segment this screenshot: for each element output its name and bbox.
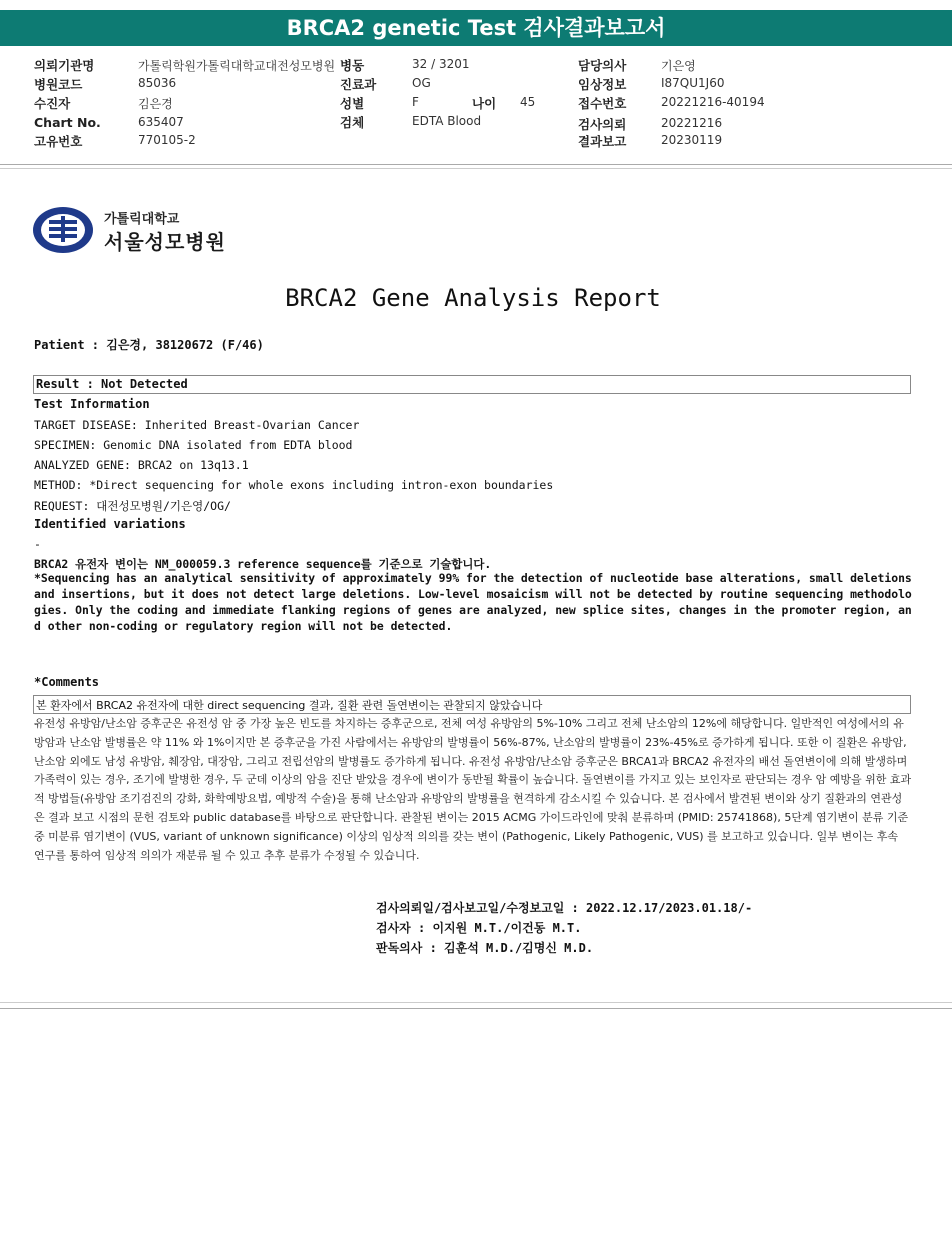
header-divider — [0, 164, 952, 165]
header-divider-secondary — [0, 168, 952, 169]
unique-no-value: 770105-2 — [138, 133, 196, 147]
clinical-label: 임상정보 — [578, 77, 627, 92]
dept-value: OG — [412, 76, 431, 90]
specimen-line: SPECIMEN: Genomic DNA isolated from EDTA blood — [34, 438, 353, 452]
receipt-label: 접수번호 — [578, 96, 627, 111]
specimen-label: 검체 — [340, 115, 365, 130]
req-inst-value: 가톨릭학원가톨릭대학교대전성모병원 — [138, 59, 336, 73]
chart-no-value: 635407 — [138, 115, 184, 129]
doctor-value: 기은영 — [661, 59, 696, 73]
result-text: Result : Not Detected — [36, 377, 188, 391]
req-inst-label: 의뢰기관명 — [34, 58, 95, 73]
target-disease: TARGET DISEASE: Inherited Breast-Ovarian Cancer — [34, 418, 360, 432]
receipt-value: 20221216-40194 — [661, 95, 765, 109]
footer-divider-secondary — [0, 1008, 952, 1009]
age-label: 나이 — [472, 96, 497, 111]
unique-no-label: 고유번호 — [34, 134, 83, 149]
report-dates: 검사의뢰일/검사보고일/수정보고일 : 2022.12.17/2023.01.18/- — [376, 901, 753, 915]
identified-variations-heading: Identified variations — [34, 517, 186, 531]
analyzed-gene: ANALYZED GENE: BRCA2 on 13q13.1 — [34, 458, 249, 472]
req-date-value: 20221216 — [661, 116, 723, 130]
hosp-code-value: 85036 — [138, 76, 177, 90]
reference-note: BRCA2 유전자 변이는 NM_000059.3 reference sequence를 기준으로 기술합니다. — [34, 557, 492, 571]
request-line: REQUEST: 대전성모병원/기은영/OG/ — [34, 499, 231, 513]
logo-hospital-text: 서울성모병원 — [104, 230, 226, 254]
header-info — [0, 48, 952, 164]
doctor-label: 담당의사 — [578, 58, 627, 73]
ward-label: 병동 — [340, 58, 365, 73]
report-title: BRCA2 Gene Analysis Report — [285, 284, 661, 312]
comments-summary: 본 환자에서 BRCA2 유전자에 대한 direct sequencing 결과, 질환 관련 돌연변이는 관찰되지 않았습니다 — [36, 699, 543, 712]
req-date-label: 검사의뢰 — [578, 117, 627, 132]
tester-line: 검사자 : 이지원 M.T./이건동 M.T. — [376, 921, 582, 935]
dept-label: 진료과 — [340, 77, 377, 92]
test-info-heading: Test Information — [34, 397, 150, 411]
ward-value: 32 / 3201 — [412, 57, 470, 71]
recipient-value: 김은경 — [138, 97, 173, 111]
hosp-code-label: 병원코드 — [34, 77, 83, 92]
reader-line: 판독의사 : 김훈석 M.D./김명신 M.D. — [376, 941, 594, 955]
sequencing-note: *Sequencing has an analytical sensitivity of approximately 99% for the detection of nucleotide base alterations, small deletions and insertions, but it does not detect large deletions. Low-level mosaicism will not be detected by routine sequencing methodologies. Only the coding and immediate flanking regions of genes are analyzed, new splice sites, changes in the promoter region, and other non-coding or regulatory region will not be detected. — [34, 571, 912, 633]
specimen-value: EDTA Blood — [412, 114, 482, 128]
hospital-emblem-icon — [32, 206, 94, 254]
report-title-bar: BRCA2 genetic Test 검사결과보고서 — [0, 10, 952, 46]
recipient-label: 수진자 — [34, 96, 71, 111]
method-line: METHOD: *Direct sequencing for whole exons including intron-exon boundaries — [34, 478, 554, 492]
comments-heading: *Comments — [34, 675, 100, 689]
identified-variations-value: - — [34, 537, 41, 551]
sex-label: 성별 — [340, 96, 365, 111]
age-value: 45 — [520, 95, 536, 109]
report-date-value: 20230119 — [661, 133, 723, 147]
sex-value: F — [412, 95, 419, 109]
patient-line: Patient : 김은경, 38120672 (F/46) — [34, 338, 264, 352]
clinical-value: I87QU1J60 — [661, 76, 725, 90]
hospital-logo — [32, 206, 232, 256]
comments-body: 유전성 유방암/난소암 증후군은 유전성 암 중 가장 높은 빈도를 차지하는 증후군으로, 전체 여성 유방암의 5%-10% 그리고 전체 난소암의 12%에 해당합니다. 일반적인 여성에서의 유방암과 난소암 발병률은 약 11% 와 1%이지만 본 증후군을 가진 사람에서는 유방암의 발병률이 56%-87%, 난소암의 발병률이 23%-45%로 증가하게 됩니다. 또한 이 질환은 유방암, 난소암 외에도 남성 유방암, 췌장암, 대장암, 그리고 전립선암의 발병률도 증가하게 됩니다. 유전성 유방암/난소암 증후군은 BRCA1과 BRCA2 유전자의 배선 돌연변이에 의해 발생하며 가족력이 있는 경우, 조기에 발병한 경우, 두 군데 이상의 암을 진단 받았을 경우에 변이가 동반될 확률이 높습니다. 돌연변이를 가지고 있는 보인자로 판단되는 경우 암 예방을 위한 효과적 방법들(유방암 조기검진의 강화, 화학예방요법, 예방적 수술)을 통해 난소암과 유방암의 발병률을 현격하게 감소시킬 수 있습니다. 본 검사에서 발견된 변이와 상기 질환과의 연관성은 결과 보고 시점의 문헌 검토와 public database를 바탕으로 판단합니다. 관찰된 변이는 2015 ACMG 가이드라인에 맞춰 분류하며 (PMID: 25741868), 5단계 염기변이 분류 기준 중 미분류 염기변이 (VUS, variant of unknown significance) 이상의 임상적 의의를 갖는 변이 (Pathogenic, Likely Pathogenic, VUS) 를 보고하고 있습니다. 일부 변이는 후속 연구를 통하여 임상적 의의가 재분류 될 수 있고 추후 분류가 수정될 수 있습니다. — [34, 717, 912, 862]
footer-divider — [0, 1002, 952, 1003]
chart-no-label: Chart No. — [34, 115, 101, 130]
logo-university-text: 가톨릭대학교 — [104, 212, 180, 227]
report-date-label: 결과보고 — [578, 134, 627, 149]
